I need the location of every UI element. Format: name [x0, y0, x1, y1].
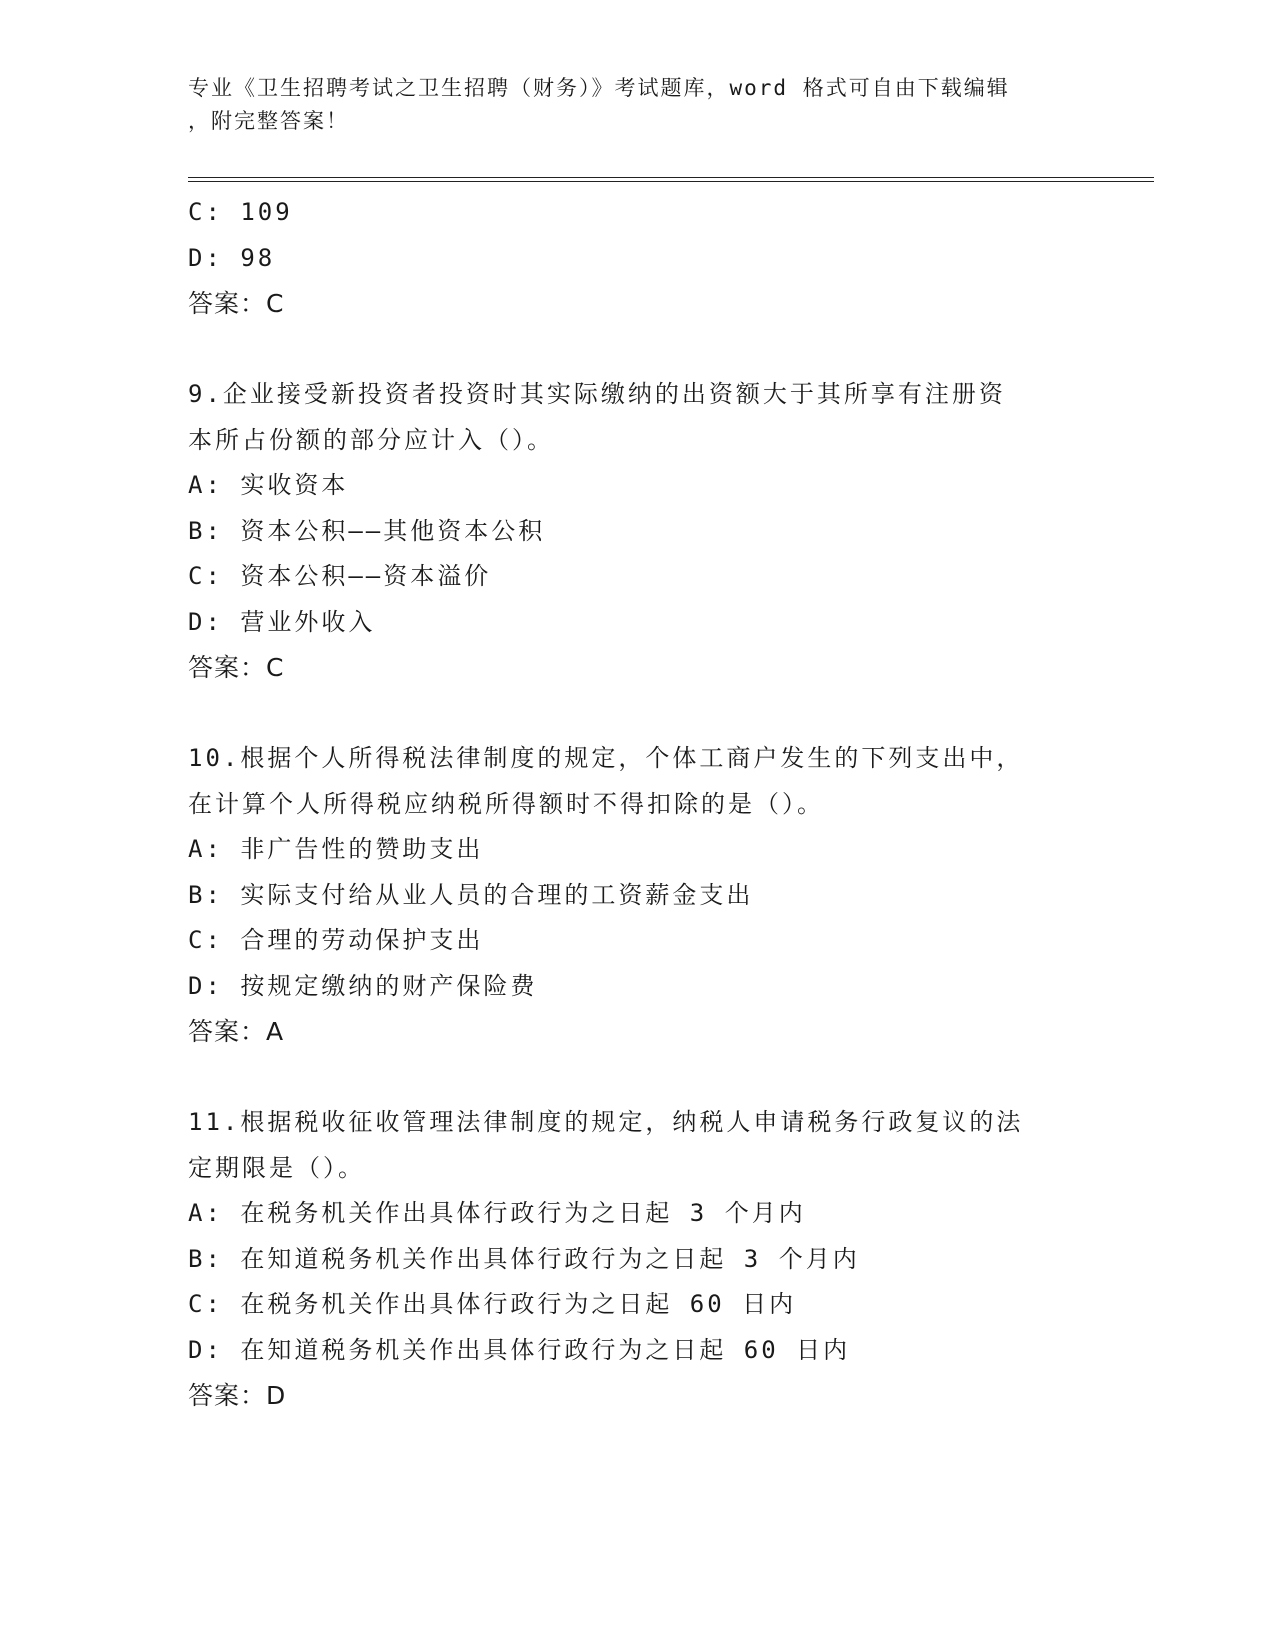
answer-line: 答案：A — [188, 1017, 285, 1046]
question-stem-line-1: 11.根据税收征收管理法律制度的规定，纳税人申请税务行政复议的法 — [188, 1108, 1024, 1136]
option-d: D: 营业外收入 — [188, 607, 376, 636]
spacer — [188, 327, 1088, 373]
header-divider-bottom — [188, 181, 1154, 182]
option-b: B: 在知道税务机关作出具体行政行为之日起 3 个月内 — [188, 1244, 860, 1273]
answer-line: 答案：C — [188, 653, 285, 682]
question-stem-line-1: 9.企业接受新投资者投资时其实际缴纳的出资额大于其所享有注册资 — [188, 380, 1006, 408]
answer-line: 答案：C — [188, 289, 285, 318]
option-d: D: 98 — [188, 243, 276, 272]
document-body — [188, 190, 1088, 1419]
header-line-1: 专业《卫生招聘考试之卫生招聘（财务）》考试题库，word 格式可自由下载编辑 — [188, 76, 1010, 100]
question-stem-line-1: 10.根据个人所得税法律制度的规定，个体工商户发生的下列支出中， — [188, 744, 1024, 772]
spacer — [188, 691, 1088, 737]
spacer — [188, 1055, 1088, 1101]
option-a: A: 实收资本 — [188, 471, 349, 499]
answer-line: 答案：D — [188, 1381, 287, 1410]
document-header — [188, 72, 1068, 138]
header-line-2: ，附完整答案！ — [188, 109, 349, 133]
option-a: A: 在税务机关作出具体行政行为之日起 3 个月内 — [188, 1199, 806, 1227]
question-9 — [188, 372, 1088, 691]
option-c: C: 合理的劳动保护支出 — [188, 926, 484, 954]
question-10 — [188, 736, 1088, 1055]
option-d: D: 在知道税务机关作出具体行政行为之日起 60 日内 — [188, 1335, 851, 1364]
header-divider-top — [188, 177, 1154, 178]
question-stem-line-2: 在计算个人所得税应纳税所得额时不得扣除的是（）。 — [188, 789, 824, 818]
question-stem-line-2: 本所占份额的部分应计入（）。 — [188, 425, 554, 454]
option-b: B: 实际支付给从业人员的合理的工资薪金支出 — [188, 880, 754, 909]
option-c: C: 109 — [188, 198, 293, 226]
option-b: B: 资本公积——其他资本公积 — [188, 516, 546, 545]
option-d: D: 按规定缴纳的财产保险费 — [188, 971, 538, 1000]
option-c: C: 在税务机关作出具体行政行为之日起 60 日内 — [188, 1290, 797, 1318]
previous-question-tail — [188, 190, 1088, 327]
question-11 — [188, 1100, 1088, 1419]
option-a: A: 非广告性的赞助支出 — [188, 835, 484, 863]
option-c: C: 资本公积——资本溢价 — [188, 562, 492, 590]
question-stem-line-2: 定期限是（）。 — [188, 1153, 365, 1182]
